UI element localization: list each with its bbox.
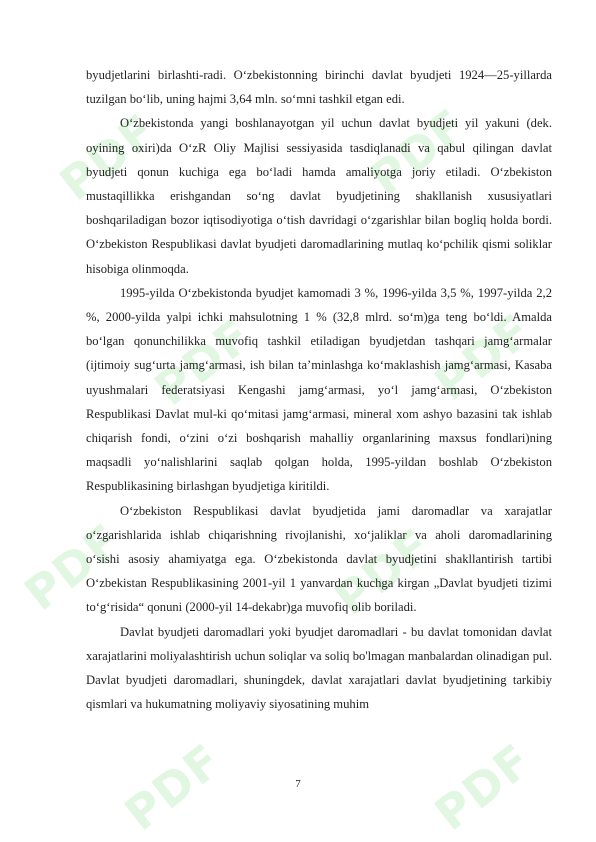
watermark: PDF [424, 302, 542, 412]
paragraph: Davlat byudjeti daromadlari yoki byudjet daromadlari - bu davlat tomonidan davlat xarajatlarini moliyalashtirish uchun soliqlar va soliq bo'lmagan manbalardan olinadigan pul. Davlat byudjeti daromadlari, shuningdek, davlat xarajatlari davlat byudjetining tarkibiy qismlari va hukumatning moliyaviy siyosatining muhim [86, 624, 552, 712]
paragraph-continuation: byudjetlarini birlashti-radi. O‘zbekistonning birinchi davlat byudjeti 1924—25-yillarda tuzilgan bo‘lib, uning hajmi 3,64 mln. so‘mni tashkil etgan edi. [86, 68, 552, 107]
watermark: PDF [424, 732, 542, 842]
paragraph: O‘zbekistonda yangi boshlanayotgan yil uchun davlat byudjeti yil yakuni (dek. oyining oxiri)da O‘zR Oliy Majlisi sessiyasida tasdiqlanadi va qabul qilingan davlat byudjeti qonun kuchiga ega bo‘ladi hamda amaliyotga joriy etiladi. O‘zbekiston mustaqillikka erishgandan so‘ng davlat byudjetining shakllanish xususiyatlari boshqariladigan bozor iqtisodiyotiga o‘tish davridagi o‘zgarishlar bilan bogliq holda bordi. O‘zbekiston Respublikasi davlat byudjeti daromadlarining mutlaq ko‘pchilik qismi soliklar hisobiga olinmoqda. [86, 116, 552, 276]
paragraph: O‘zbekiston Respublikasi davlat byudjetida jami daromadlar va xarajatlar o‘zgarishlarida ishlab chiqarishning rivojlanishi, xo‘jaliklar va aholi daromadlarining o‘sishi asosiy ahamiyatga ega. O‘zbekistonda davlat byudjetini shakllantirish tartibi O‘zbekistan Respublikasining 2001-yil 1 yanvardan kuchga kirgan „Davlat byudjeti tizimi to‘g‘risida“ qonuni (2000-yil 14-dekabr)ga muvofiq olib boriladi. [86, 503, 552, 615]
watermark: PDF [359, 97, 477, 207]
watermark: PDF [49, 102, 167, 212]
watermark: PDF [114, 732, 232, 842]
paragraph: 1995-yilda O‘zbekistonda byudjet kamomadi 3 %, 1996-yilda 3,5 %, 1997-yilda 2,2 %, 2000-yilda yalpi ichki mahsulotning 1 % (32,8 mlrd. so‘m)ga teng bo‘ldi. Amalda bo‘lgan qonunchilikka muvofiq tashkil etiladigan byudjetdan tashqari jamg‘armalar (ijtimoiy sug‘urta jamg‘armasi, ish bilan ta’minlashga ko‘maklashish jamg‘armasi, Kasaba uyushmalari federatsiyasi Kengashi jamg‘armasi, yo‘l jamg‘armasi, O‘zbekiston Respublikasi Davlat mul-ki qo‘mitasi jamg‘armasi, mineral xom ashyo bazasini tak ishlab chiqarish fondi, o‘zini o‘zi boshqarish mahalliy organlarining maxsus fondlari)ning maqsadli yo‘nalishlarini saqlab qolgan holda, 1995-yildan boshlab O‘zbekiston Respublikasining birlashgan byudjetiga kiritildi. [86, 285, 552, 494]
watermark: PDF [144, 307, 262, 417]
watermark: PDF [324, 517, 442, 627]
body-text [86, 63, 552, 716]
page-number: 7 [295, 778, 301, 790]
watermark: PDF [14, 512, 132, 622]
